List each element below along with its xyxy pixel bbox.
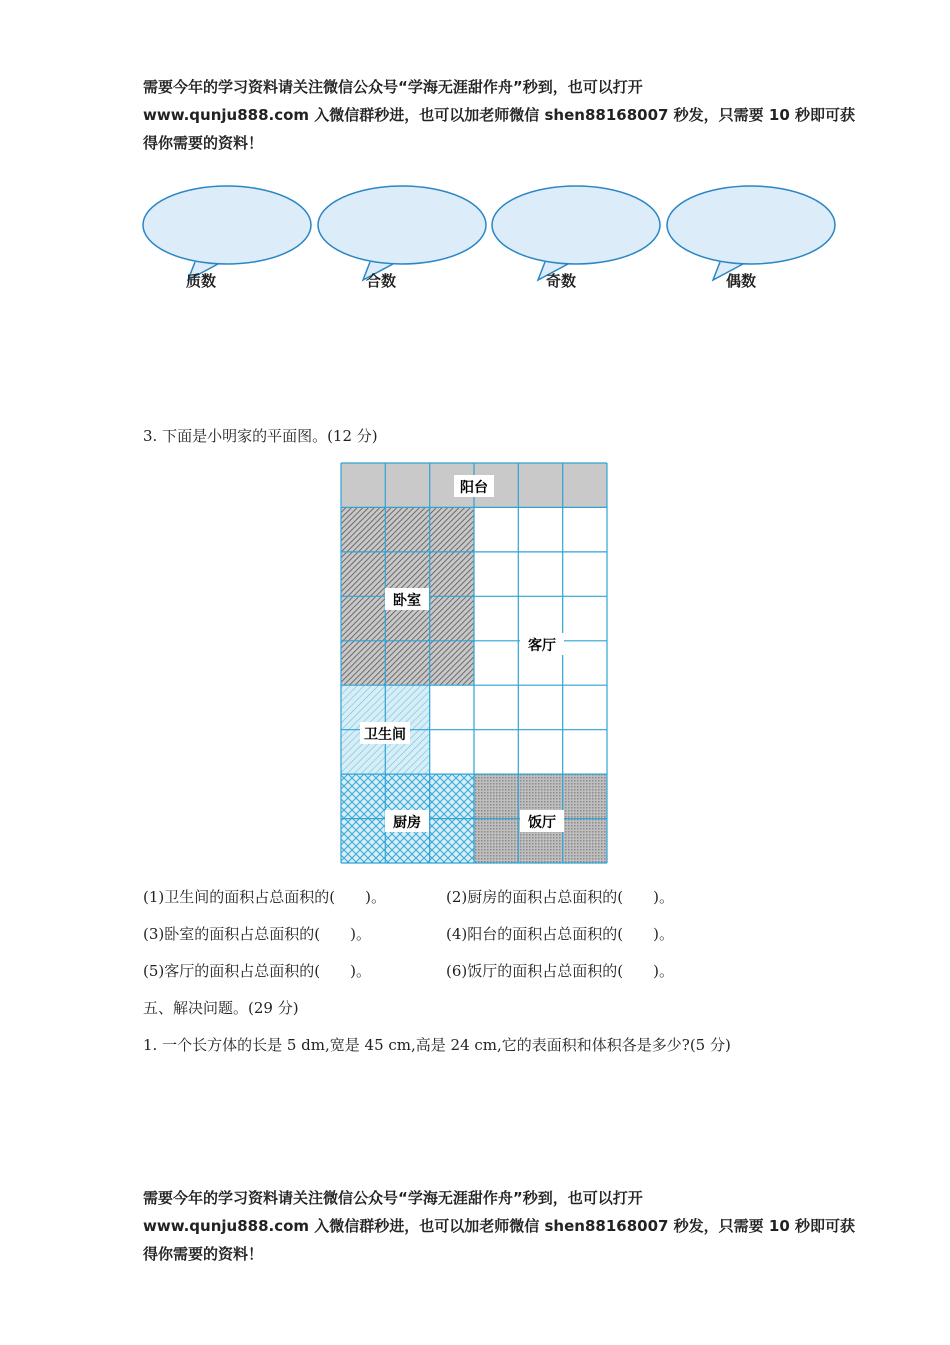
sub-question-5: (5)客厅的面积占总面积的( )。 [143,962,371,980]
label-balcony: 阳台 [460,480,488,496]
label-living-room: 客厅 [528,638,556,654]
footer-notice-line-3: 得你需要的资料！ [143,1245,264,1263]
bubble-label-odd: 奇数 [546,272,577,290]
section-5-question-1: 1. 一个长方体的长是 5 dm,宽是 45 cm,高是 24 cm,它的表面积和体积各是多少?(5 分) [143,1036,731,1054]
header-notice-line-3: 得你需要的资料！ [143,134,264,152]
floor-plan [340,462,610,866]
sub-question-2: (2)厨房的面积占总面积的( )。 [446,888,674,906]
label-bathroom: 卫生间 [364,727,406,743]
bubble-composite [318,186,486,280]
header-notice-line-2: www.qunju888.com 入微信群秒进，也可以加老师微信 shen88168007 秒发，只需要 10 秒即可获 [143,106,856,124]
sub-question-4: (4)阳台的面积占总面积的( )。 [446,925,674,943]
label-kitchen: 厨房 [393,815,421,831]
label-bedroom: 卧室 [393,593,421,609]
bubble-odd [492,186,660,280]
label-dining-room: 饭厅 [528,815,556,831]
bubble-label-composite: 合数 [366,272,397,290]
section-5-heading: 五、解决问题。(29 分) [143,999,299,1017]
sub-question-1: (1)卫生间的面积占总面积的( )。 [143,888,386,906]
bubble-prime [143,186,311,280]
bubble-label-even: 偶数 [726,272,757,290]
bubble-label-prime: 质数 [186,272,217,290]
question-3-prompt: 3. 下面是小明家的平面图。(12 分) [143,427,378,445]
footer-notice-line-1: 需要今年的学习资料请关注微信公众号“学海无涯甜作舟”秒到，也可以打开 [143,1189,643,1207]
sub-question-6: (6)饭厅的面积占总面积的( )。 [446,962,674,980]
bubble-even [667,186,835,280]
footer-notice-line-2: www.qunju888.com 入微信群秒进，也可以加老师微信 shen88168007 秒发，只需要 10 秒即可获 [143,1217,856,1235]
header-notice-line-1: 需要今年的学习资料请关注微信公众号“学海无涯甜作舟”秒到，也可以打开 [143,78,643,96]
sub-question-3: (3)卧室的面积占总面积的( )。 [143,925,371,943]
